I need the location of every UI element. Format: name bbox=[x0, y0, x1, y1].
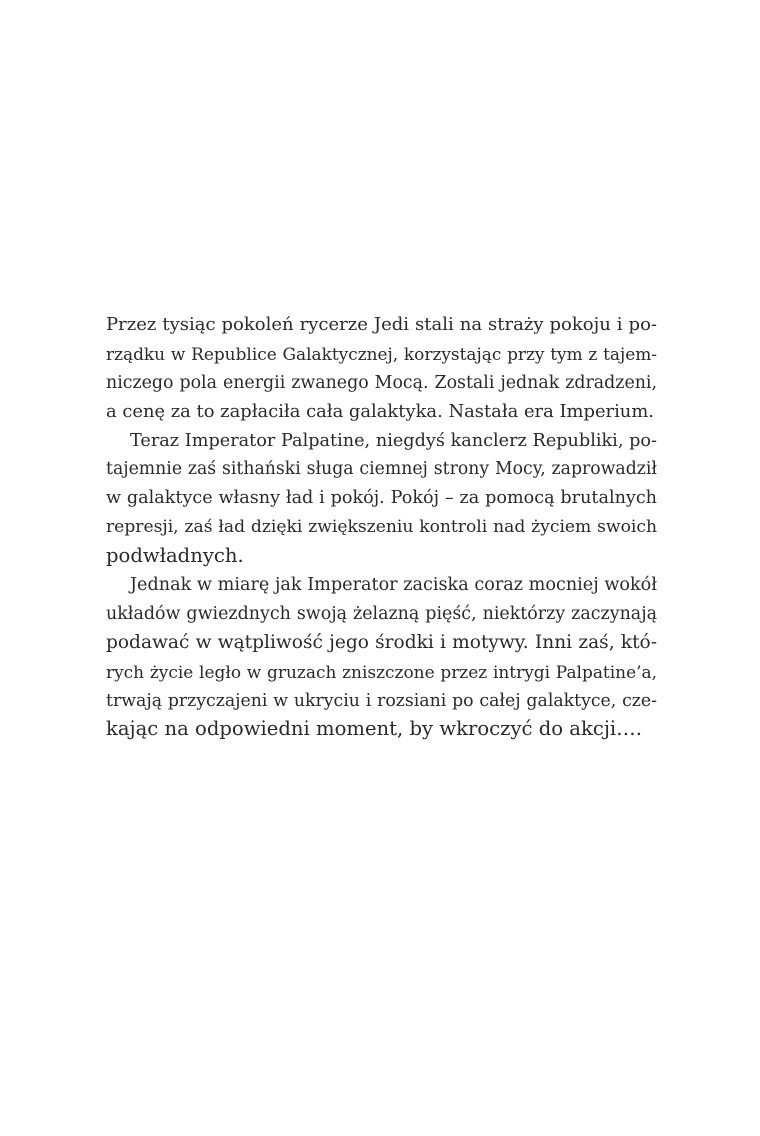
text-line: rządku w Republice Galaktycznej, korzystając przy tym z tajem- bbox=[106, 343, 657, 364]
paragraph-1 bbox=[106, 311, 657, 427]
paragraph-3 bbox=[106, 571, 657, 744]
text-line: układów gwiezdnych swoją żelazną pięść, niektórzy zaczynają bbox=[106, 603, 657, 624]
text-line: tajemnie zaś sithański sługa ciemnej strony Mocy, zaprowadził bbox=[106, 459, 657, 480]
text-line: Jednak w miarę jak Imperator zaciska coraz mocniej wokół bbox=[130, 575, 657, 596]
text-line: w galaktyce własny ład i pokój. Pokój – za pomocą brutalnych bbox=[106, 488, 657, 509]
text-line: rych życie legło w gruzach zniszczone przez intrygi Palpatine’a, bbox=[106, 661, 657, 682]
opening-crawl-text bbox=[106, 311, 657, 744]
text-line: podawać w wątpliwość jego środki i motywy. Inni zaś, któ- bbox=[106, 631, 657, 653]
paragraph-2 bbox=[106, 427, 657, 571]
text-line: Przez tysiąc pokoleń rycerze Jedi stali na straży pokoju i po- bbox=[106, 314, 657, 335]
text-line: represji, zaś ład dzięki zwiększeniu kontroli nad życiem swoich bbox=[106, 517, 657, 538]
text-line: kając na odpowiedni moment, by wkroczyć do akcji…. bbox=[106, 717, 642, 741]
text-line: Teraz Imperator Palpatine, niegdyś kanclerz Republiki, po- bbox=[130, 430, 657, 451]
text-line: a cenę za to zapłaciła cała galaktyka. Nastała era Imperium. bbox=[106, 400, 654, 422]
text-line: podwładnych. bbox=[106, 544, 244, 568]
text-line: niczego pola energii zwanego Mocą. Zostali jednak zdradzeni, bbox=[106, 372, 657, 393]
text-line: trwają przyczajeni w ukryciu i rozsiani po całej galaktyce, cze- bbox=[106, 690, 657, 711]
